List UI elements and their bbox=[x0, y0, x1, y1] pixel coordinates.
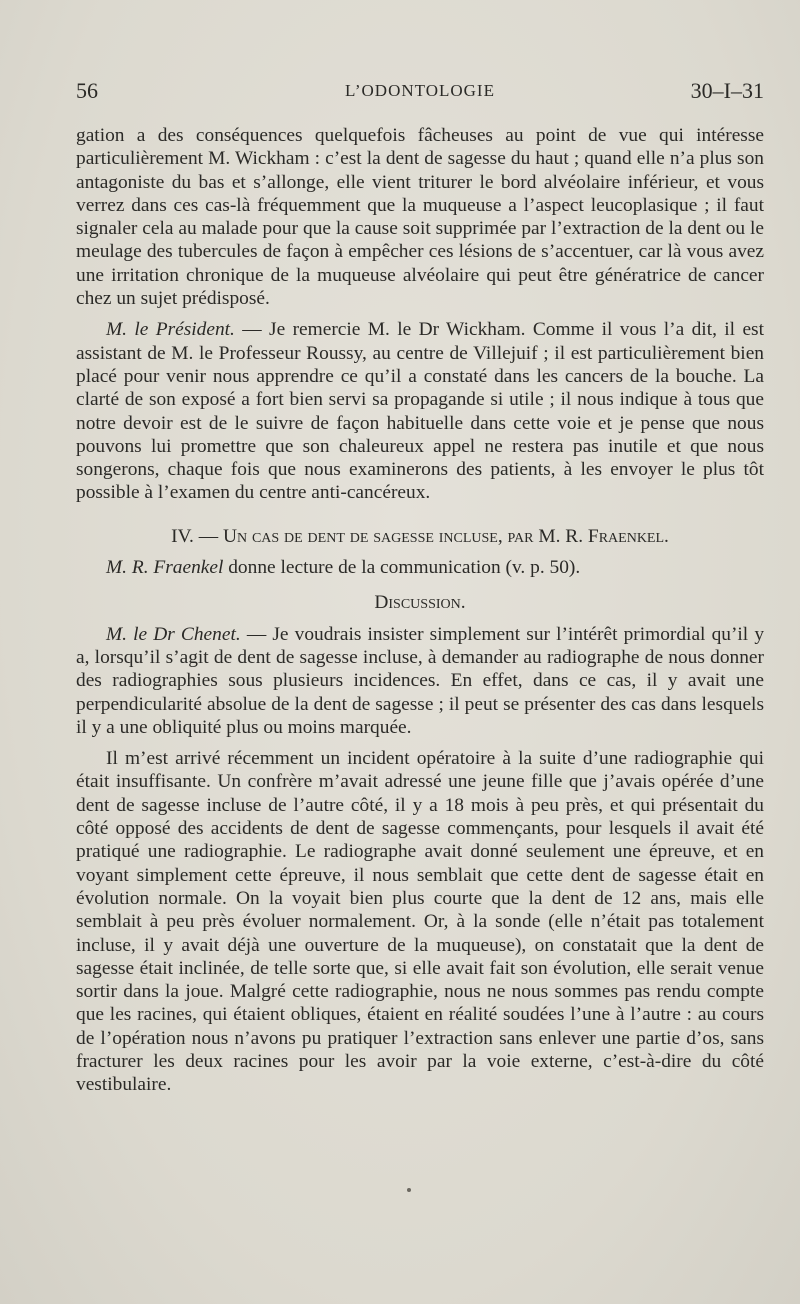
paragraph-2-text: — Je remercie M. le Dr Wickham. Comme il vous l’a dit, il est assistant de M. le Professeur Roussy, au centre de Villejuif ; il est particulièrement bien placé pour venir nous apprendre ce qu’il a constaté dans les cancers de la bouche. La clarté de son exposé a fort bien servi sa propagande si utile ; il nous indique à tous que notre devoir est de le suivre de façon habituelle dans cette voie et je pense que nous pouvons lui promettre que son chaleureux appel ne restera pas inutile et que nous songerons, chaque fois que nous examinerons des patients, à les envoyer le plus tôt possible à l’examen du centre anti-cancéreux. bbox=[76, 319, 764, 504]
paragraph-3-text: donne lecture de la communication (v. p. 50). bbox=[223, 557, 581, 579]
speaker-fraenkel: M. R. Fraenkel bbox=[106, 557, 224, 579]
running-head bbox=[76, 78, 764, 108]
page-mark bbox=[407, 1188, 411, 1192]
paragraph-1: gation a des conséquences quelquefois fâcheuses au point de vue qui intéresse particulièrement M. Wickham : c’est la dent de sagesse du haut ; quand elle n’a plus son antagoniste du bas et s’allonge, elle vient triturer le bord alvéolaire inférieur, et vous verrez dans ces cas-là fréquemment que la muqueuse a l’aspect leucoplasique ; il faut signaler cela au malade pour que la cause soit supprimée par l’extraction de la dent ou le meulage des tubercules de façon à empêcher ces lésions de s’accentuer, car là vous avez une irritation chronique de la muqueuse alvéolaire qui peut être génératrice de cancer chez un sujet prédisposé. bbox=[76, 125, 764, 310]
paragraph-3 bbox=[76, 556, 764, 579]
speaker-chenet: M. le Dr Chenet. bbox=[106, 623, 241, 645]
paragraph-4-text: — Je voudrais insister simplement sur l’intérêt primordial qu’il y a, lorsqu’il s’agit de dent de sagesse incluse, à demander au radiographe de nous donner des radiographies sous plusieurs incidences. En effet, dans ce cas, il y avait une perpendicularité absolue de la dent de sagesse ; il peut se présenter des cas dans lesquels il y a une obliquité plus ou moins marquée. bbox=[76, 623, 765, 738]
section-title: IV. — Un cas de dent de sagesse incluse, par M. R. Fraenkel. bbox=[171, 525, 669, 547]
paragraph-4 bbox=[76, 623, 764, 739]
body-text bbox=[76, 124, 764, 1097]
issue-date: 30–I–31 bbox=[690, 78, 764, 103]
journal-title: L’ODONTOLOGIE bbox=[345, 81, 495, 100]
page-number: 56 bbox=[76, 78, 98, 103]
paragraph-5: Il m’est arrivé récemment un incident opératoire à la suite d’une radiographie qui était insuffisante. Un confrère m’avait adressé une jeune fille que j’avais opérée d’une dent de sagesse incluse de l’autre côté, il y a 18 mois à peu près, et qui présentait du côté opposé des accidents de dent de sagesse commençants, pour lesquels il avait été pratiqué une radiographie. Le radiographe avait donné seulement une épreuve, et en voyant simplement cette épreuve, il nous semblait que cette dent de sagesse était en évolution normale. On la voyait bien plus courte que la dent de 12 ans, mais elle semblait à peu près évoluer normalement. Or, à la sonde (elle n’était pas totalement incluse, il y avait déjà une ouverture de la muqueuse), on constatait que la dent de sagesse était inclinée, de telle sorte que, si elle avait fait son évolution, elle serait venue sortir dans la joue. Malgré cette radiographie, nous ne nous sommes pas rendu compte que les racines, qui étaient obliques, étaient en réalité soudées l’une à l’autre : au cours de l’opération nous n’avons pu pratiquer l’extraction sans enlever une partie d’os, sans fracturer les deux racines pour les avoir par la voie externe, c’est-à-dire du côté vestibulaire. bbox=[76, 748, 764, 1096]
paragraph-2 bbox=[76, 318, 764, 504]
discussion-title: Discussion. bbox=[374, 592, 466, 614]
speaker-president: M. le Président. bbox=[106, 319, 235, 341]
